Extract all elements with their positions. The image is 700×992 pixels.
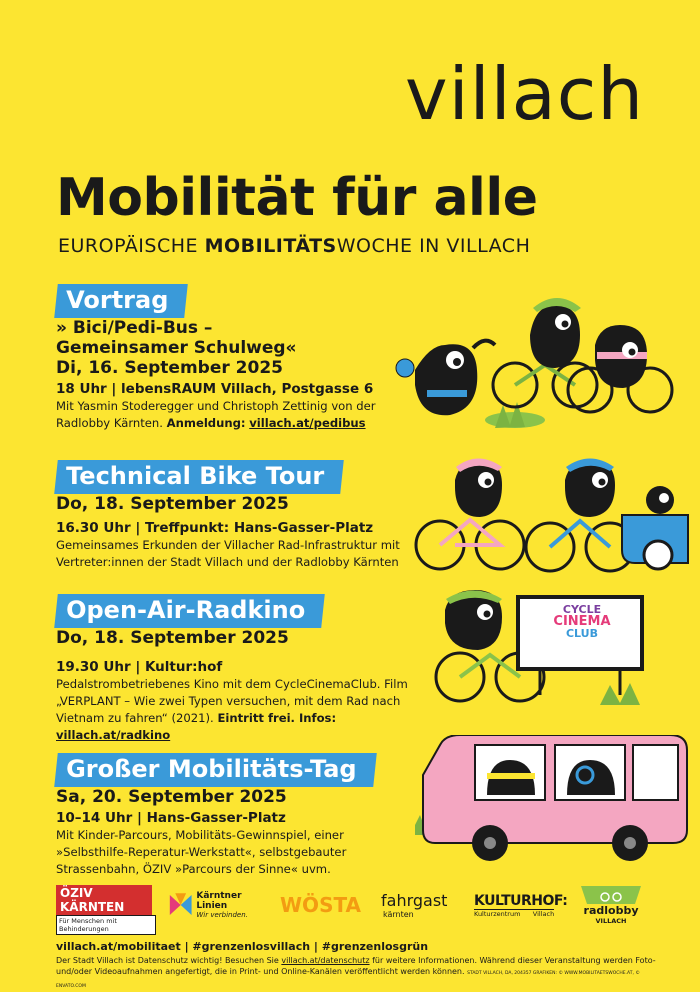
tag-label: Großer Mobilitäts-Tag bbox=[66, 755, 357, 783]
radlobby-sub: VILLACH bbox=[595, 916, 627, 925]
event-desc-line1: Mit Yasmin Stoderegger und Christoph Zettinig von der bbox=[56, 399, 376, 413]
desc-bold: Eintritt frei. Infos: bbox=[217, 711, 337, 725]
tag-label: Open-Air-Radkino bbox=[66, 596, 306, 624]
bike-tour-illustration bbox=[410, 455, 690, 575]
footer-credit: STADT VILLACH, DA, 204357 GRAFIKEN: © WWW.MOBILITAETSWOCHE.AT, © ENVATO.COM bbox=[56, 971, 640, 989]
brand-logo: villach bbox=[405, 52, 644, 136]
event-desc-line2: »Selbsthilfe-Reperatur-Werkstatt«, selbstgebauter bbox=[56, 845, 347, 859]
logo-woesta: WÖSTA bbox=[280, 893, 362, 917]
oziv-sub: Für Menschen mit Behinderungen bbox=[56, 915, 156, 935]
event-date: Do, 18. September 2025 bbox=[56, 494, 289, 514]
datenschutz-link[interactable]: villach.at/datenschutz bbox=[281, 956, 370, 965]
logo-radlobby bbox=[576, 885, 646, 925]
event-title-line2: Gemeinsamer Schulweg« bbox=[56, 338, 297, 358]
oziv-name: ÖZIV KÄRNTEN bbox=[56, 885, 152, 915]
cinema-sign bbox=[524, 604, 640, 640]
desc-text: Radlobby Kärnten. bbox=[56, 416, 167, 430]
event-desc-line2: „VERPLANT – Wie zwei Typen versuchen, mit dem Rad nach bbox=[56, 694, 401, 708]
page-subtitle bbox=[58, 235, 530, 257]
section-radkino bbox=[56, 594, 426, 744]
radkino-link[interactable]: villach.at/radkino bbox=[56, 728, 171, 742]
cinema-sign-line1: CYCLE bbox=[562, 603, 602, 616]
section-tag bbox=[54, 753, 376, 787]
cinema-sign-line2: CINEMA bbox=[553, 614, 611, 629]
fahrgast-name: fahrgast bbox=[381, 891, 448, 910]
footer-disclaimer bbox=[56, 955, 656, 992]
pedibus-link[interactable]: villach.at/pedibus bbox=[249, 416, 366, 430]
kulturhof-sub: Kulturzentrum Villach bbox=[474, 909, 555, 918]
event-title-line1: » Bici/Pedi-Bus – bbox=[56, 318, 213, 338]
event-meta: 16.30 Uhr | Treffpunkt: Hans-Gasser-Platz bbox=[56, 520, 374, 536]
desc-text: Vietnam zu fahren“ (2021). bbox=[56, 711, 218, 725]
desc-bold: Anmeldung: bbox=[166, 416, 246, 430]
section-tag bbox=[54, 284, 188, 318]
tag-label: Technical Bike Tour bbox=[66, 462, 325, 490]
subtitle-part2: WOCHE IN VILLACH bbox=[336, 235, 531, 257]
logo-kulturhof bbox=[474, 885, 568, 925]
event-meta: 19.30 Uhr | Kultur:hof bbox=[56, 659, 223, 675]
sponsor-logos bbox=[56, 885, 646, 933]
section-bike-tour bbox=[56, 460, 426, 571]
radlobby-bike-icon bbox=[579, 886, 643, 904]
event-date: Sa, 20. September 2025 bbox=[56, 787, 287, 807]
radlobby-name: radlobby bbox=[583, 903, 639, 917]
fahrgast-sub: kärnten bbox=[383, 910, 414, 919]
event-desc-line3: Strassenbahn, ÖZIV »Parcours der Sinne« uvm. bbox=[56, 862, 331, 876]
kaerntner-sub: Wir verbinden. bbox=[196, 911, 248, 919]
event-desc-line2: Vertreter:innen der Stadt Villach und der Radlobby Kärnten bbox=[56, 555, 399, 569]
bus-illustration bbox=[415, 735, 690, 870]
section-tag bbox=[54, 460, 344, 494]
event-desc-line3 bbox=[56, 710, 426, 744]
event-desc-line1: Pedalstrombetriebenes Kino mit dem CycleCinemaClub. Film bbox=[56, 677, 408, 691]
kaerntner-linien-icon bbox=[168, 890, 193, 920]
event-desc-line2 bbox=[56, 415, 426, 432]
cinema-sign-line3: CLUB bbox=[565, 627, 598, 640]
tag-label: Vortrag bbox=[66, 286, 169, 314]
event-meta: 18 Uhr | lebensRAUM Villach, Postgasse 6 bbox=[56, 381, 374, 397]
footer-text1: Der Stadt Villach ist Datenschutz wichtig! Besuchen Sie bbox=[56, 956, 282, 965]
section-mobilitaets-tag bbox=[56, 753, 426, 878]
event-desc-line1: Gemeinsames Erkunden der Villacher Rad-Infrastruktur mit bbox=[56, 538, 400, 552]
kaerntner-name: Kärntner Linien bbox=[196, 891, 242, 911]
event-date: Do, 18. September 2025 bbox=[56, 628, 289, 648]
logo-fahrgast bbox=[381, 885, 461, 925]
cyclists-illustration bbox=[385, 290, 685, 440]
kaerntner-text bbox=[196, 891, 268, 919]
footer-text2: für weitere Informationen. Während dieser Veranstaltung werden Foto- und/oder Videoaufnahmen angefertigt, die in Print- und Online-Kanälen veröffentlicht werden können. bbox=[56, 956, 656, 976]
logo-oziv bbox=[56, 885, 156, 933]
event-meta: 10–14 Uhr | Hans-Gasser-Platz bbox=[56, 810, 286, 826]
page-title: Mobilität für alle bbox=[56, 168, 538, 228]
subtitle-bold: MOBILITÄTS bbox=[204, 235, 337, 257]
footer-links: villach.at/mobilitaet | #grenzenlosvillach | #grenzenlosgrün bbox=[56, 940, 429, 953]
logo-kaerntner-linien bbox=[168, 885, 268, 925]
kulturhof-name: KULTURHOF: bbox=[474, 892, 568, 909]
event-desc-line1: Mit Kinder-Parcours, Mobilitäts-Gewinnspiel, einer bbox=[56, 828, 344, 842]
section-vortrag bbox=[56, 284, 426, 432]
section-tag bbox=[54, 594, 325, 628]
event-date: Di, 16. September 2025 bbox=[56, 358, 283, 378]
subtitle-part1: EUROPÄISCHE bbox=[58, 235, 205, 257]
